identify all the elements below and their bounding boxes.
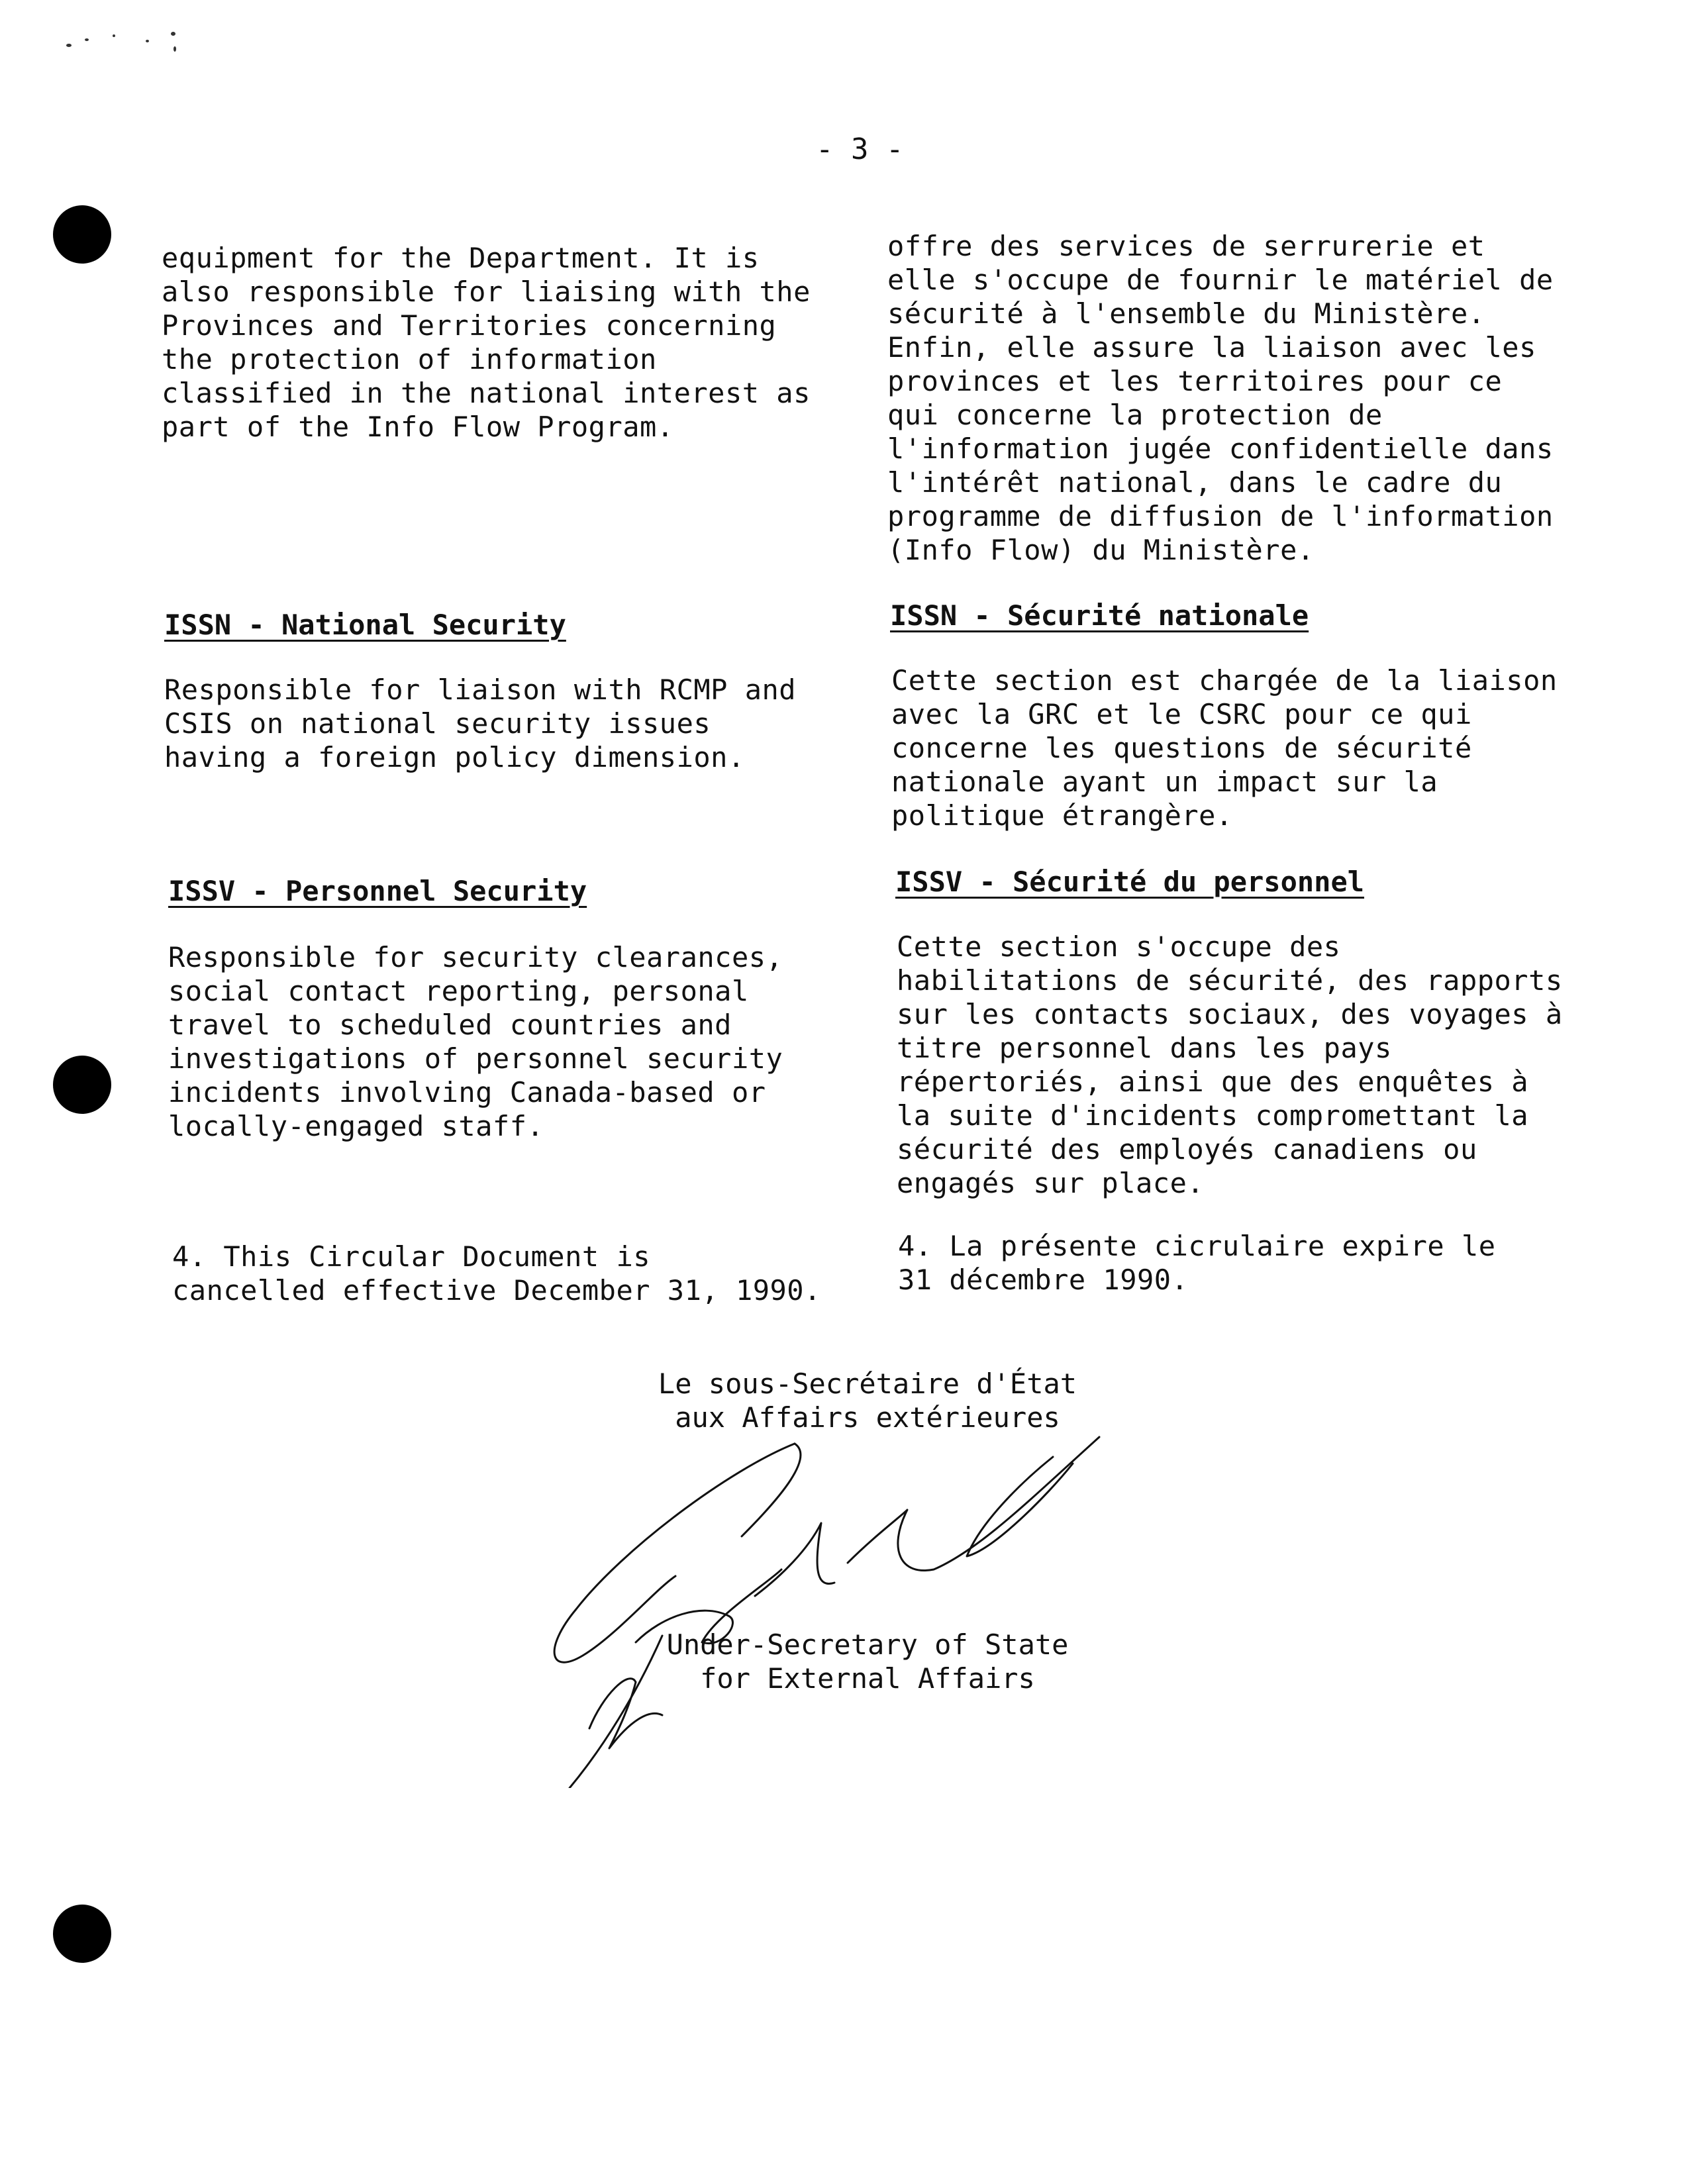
signature-english-title: Under-Secretary of State for External Affairs [666, 1628, 1069, 1695]
french-issv-heading: ISSV - Sécurité du personnel [895, 866, 1365, 898]
punch-hole-middle [53, 1056, 111, 1114]
signature-french-title: Le sous-Secrétaire d'État aux Affairs extérieures [658, 1367, 1077, 1434]
scan-speck [85, 38, 89, 41]
french-issn-paragraph: Cette section est chargée de la liaison avec la GRC et le CSRC pour ce qui concerne les questions de sécurité nationale ayant un impact sur la politique étrangère. [891, 664, 1558, 832]
french-issn-heading: ISSN - Sécurité nationale [890, 599, 1309, 632]
english-issn-paragraph: Responsible for liaison with RCMP and CSIS on national security issues having a foreign policy dimension. [164, 673, 797, 773]
english-issv-paragraph: Responsible for security clearances, social contact reporting, personal travel to scheduled countries and investigations of personnel security incidents involving Canada-based or locally-engaged staff. [168, 941, 783, 1142]
french-issv-paragraph: Cette section s'occupe des habilitations de sécurité, des rapports sur les contacts sociaux, des voyages à titre personnel dans les pays répertoriés, ainsi que des enquêtes à la suite d'incidents compromettant la sécurité des employés canadiens ou engagés sur place. [897, 930, 1563, 1199]
punch-hole-top [53, 205, 111, 264]
scan-speck [66, 44, 72, 47]
scan-speck [174, 46, 176, 52]
french-item-4: 4. La présente cicrulaire expire le 31 décembre 1990. [898, 1230, 1496, 1296]
page-number: - 3 - [816, 132, 904, 166]
english-item-4: 4. This Circular Document is cancelled effective December 31, 1990. [172, 1240, 821, 1307]
english-issv-heading: ISSV - Personnel Security [168, 875, 587, 907]
punch-hole-bottom [53, 1905, 111, 1963]
scan-speck [113, 34, 115, 37]
english-issn-heading: ISSN - National Security [164, 609, 566, 641]
english-intro-paragraph: equipment for the Department. It is also responsible for liaising with the Provinces and Territories concerning the protection of information classified in the national interest as part of the Info Flow Program. [162, 242, 811, 443]
french-intro-paragraph: offre des services de serrurerie et elle s'occupe de fournir le matériel de sécurité à l'ensemble du Ministère. Enfin, elle assure la liaison avec les provinces et les territoires pour ce qui concerne la protection de l'information jugée confidentielle dans l'intérêt national, dans le cadre du programme de diffusion de l'information (Info Flow) du Ministère. [887, 230, 1554, 566]
handwritten-signature [503, 1417, 1139, 1788]
scan-speck [146, 40, 149, 42]
scan-speck [171, 32, 175, 36]
